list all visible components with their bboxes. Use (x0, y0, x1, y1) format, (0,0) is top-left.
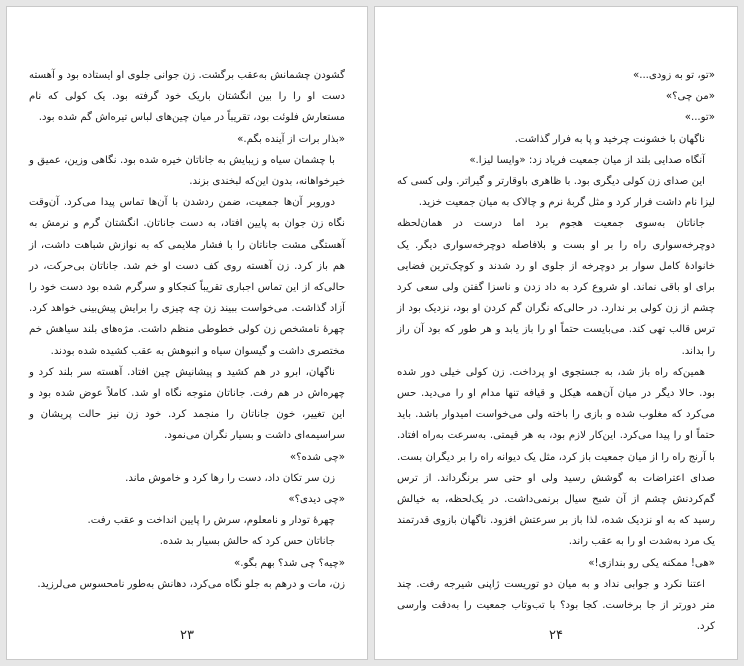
paragraph: دوروبر آن‌ها جمعیت، ضمن ردشدن با آن‌ها تماس پیدا می‌کرد. آن‌وقت نگاه زن جوان به پایین افتاد، به دست جاناتان. انگشتان گرم و نرمش به آهستگی مشت جاناتان را با فشار ملایمی که به نوازش شباهت داشت، از هم باز کرد. زن آهسته روی کف دست او خم شد. جاناتان بی‌حرکت، در حالی‌که از این تماس اجباری تقریباً کنجکاو و سرگرم شده بود دست خود را آزاد گذاشت. می‌خواست ببیند زن چه چیزی را برایش پیش‌بینی خواهد کرد. چهرهٔ نامشخص زن کولی خطوطی منظم داشت. مژه‌های بلند سیاهش خم مختصری داشت و گیسوان سیاه و انبوهش به عقب کشیده شده بودند. (29, 197, 345, 357)
paragraph: زن، مات و درهم به جلو نگاه می‌کرد، دهانش به‌طور نامحسوس می‌لرزید. (37, 578, 345, 590)
paragraph: همین‌که راه باز شد، به جستجوی او پرداخت. زن کولی خیلی دور شده بود. حالا دیگر در میان آن‌همه هیکل و قیافه تنها مدام او را می‌دید. حس می‌کرد که مغلوب شده و بازی را باخته ولی می‌خواست امیدوار باشد. باید حتماً او را پیدا می‌کرد. این‌کار لازم بود، به هر قیمتی. به‌سرعت به‌راه افتاد. با آرنج راه را از میان جمعیت باز کرد، مثل یک دیوانه راه را بر دیگران بست. صدای اعتراضات به گوشش رسید ولی او حتی سر برنگرداند. از ترس گم‌کردنش چشم از آن شبح سیال برنمی‌داشت. در یک‌لحظه، به خیالش رسید که به او نزدیک شده، لذا باز بر سرعتش افزود. ناگهان بازوی قدرتمند یک مرد به‌شدت او را به عقب راند. (397, 366, 715, 548)
paragraph: «چیه؟ چی شد؟ بهم بگو.» (233, 557, 345, 569)
paragraph: با چشمان سیاه و زیبایش به جاناتان خیره شده بود. نگاهی وزین، عمیق و خیرخواهانه، بدون این‌که لبخندی بزند. (29, 154, 345, 188)
paragraph: «هی! ممکنه یکی رو بندازی!» (588, 557, 715, 569)
left-page (6, 6, 368, 660)
right-page-text (397, 65, 715, 637)
paragraph: گشودن چشمانش به‌عقب برگشت. زن جوانی جلوی او ایستاده بود و آهسته دست او را را بین انگشتان باریک خود گرفته بود. یک کولی که نام مستعارش فلوئت بود، تقریباً در میان چین‌های لباس تیره‌اش گم شده بود. (29, 70, 345, 124)
right-page (374, 6, 738, 660)
paragraph: این صدای زن کولی دیگری بود. با ظاهری باوقارتر و گیراتر. ولی کسی که لیزا نام داشت فرار کرد و مثل گربهٔ نرم و چالاک به میان جمعیت خزید. (397, 176, 715, 209)
paragraph: «تو، تو به زودی...» (632, 70, 715, 81)
paragraph: اعتنا نکرد و جوابی نداد و به میان دو توریست ژاپنی شیرجه رفت. چند متر دورتر از جا برخاست. کجا بود؟ با تب‌وتاب جمعیت را به‌دقت وارسی کرد. (397, 578, 715, 633)
paragraph: چهرهٔ تودار و نامعلوم، سرش را پایین انداخت و عقب رفت. (87, 515, 335, 527)
paragraph: «چی دیدی؟» (288, 494, 345, 506)
paragraph: آنگاه صدایی بلند از میان جمعیت فریاد زد: «وایسا لیزا.» (469, 154, 705, 166)
paragraph: «بذار برات از آینده بگم.» (237, 133, 345, 145)
paragraph: جاناتان به‌سوی جمعیت هجوم برد اما درست در همان‌لحظه دوچرخه‌سواری راه را بر او بست و بلافاصله دوچرخه‌سواری دیگر. یک خانوادهٔ کامل سوار بر دوچرخه از جلوی او رد شدند و کوچک‌ترین فضایی برای او باقی نماند. او شروع کرد به داد زدن و ناسزا گفتن ولی سعی کرد چشم از زن کولی بر ندارد. در حالی‌که نگران گم کردن او بود، نزدیک بود از ترس قالب تهی کند. می‌بایست حتماً او را باز یابد و هر طور که بود آن راز را بداند. (397, 218, 715, 357)
paragraph: «چی شده؟» (289, 451, 345, 463)
paragraph: «من چی؟» (665, 91, 715, 103)
page-number: ۲۴ (549, 628, 563, 643)
page-number: ۲۳ (180, 628, 194, 643)
paragraph: «تو...» (684, 112, 715, 124)
paragraph: زن سر تکان داد، دست را رها کرد و خاموش ماند. (125, 472, 335, 484)
left-page-text (29, 65, 345, 595)
paragraph: جاناتان حس کرد که حالش بسیار بد شده. (159, 536, 335, 548)
paragraph: ناگهان، ابرو در هم کشید و پیشانیش چین افتاد. آهسته سر بلند کرد و چهره‌اش در هم رفت. جاناتان متوجه نگاه او شد. کاملاً عوض شده بود و این تغییر، خون جاناتان را منجمد کرد. خود زن نیز حالت پریشان و سراسیمه‌ای داشت و بسیار نگران می‌نمود. (29, 366, 345, 442)
paragraph: ناگهان با خشونت چرخید و پا به فرار گذاشت. (514, 133, 705, 145)
